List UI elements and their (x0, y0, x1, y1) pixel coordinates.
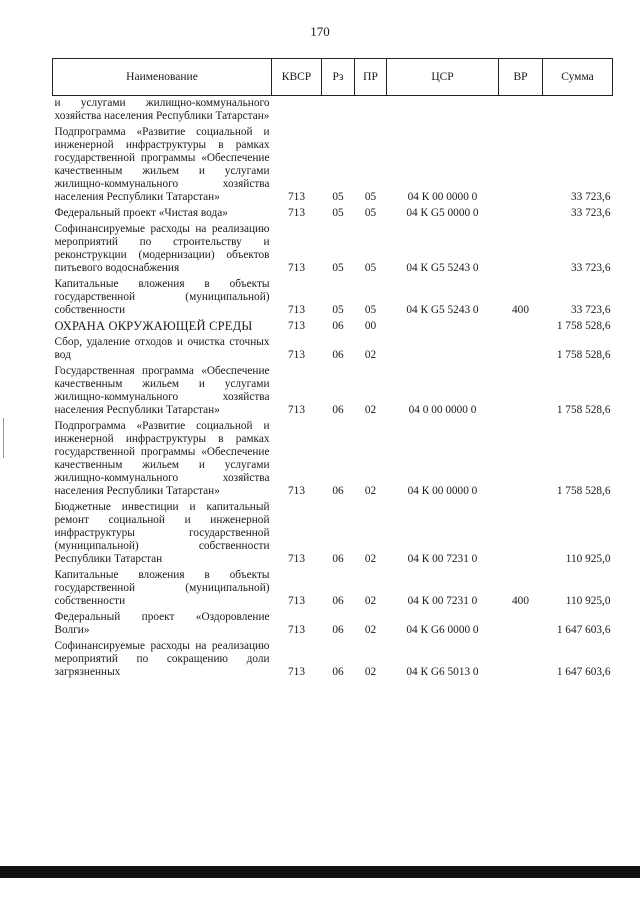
row-csr: 04 К 00 0000 0 (407, 485, 478, 497)
table-row-section (53, 319, 613, 335)
row-pr: 05 (364, 191, 377, 203)
table-row (53, 610, 613, 639)
row-name: Федеральный проект «Оздоровление Волги» (54, 611, 270, 636)
row-vr (499, 222, 543, 277)
row-csr (387, 335, 499, 364)
row-vr: 400 (512, 304, 529, 316)
row-sum: 1 647 603,6 (556, 624, 611, 636)
row-kvsr: 713 (288, 262, 305, 274)
row-kvsr: 713 (288, 349, 305, 361)
row-pr: 02 (364, 349, 377, 361)
budget-table (52, 58, 613, 681)
row-kvsr: 713 (288, 191, 305, 203)
row-csr: 04 К G6 5013 0 (406, 666, 479, 678)
row-pr: 05 (364, 304, 377, 316)
row-kvsr: 713 (288, 595, 305, 607)
row-pr: 02 (364, 485, 377, 497)
row-sum: 33 723,6 (570, 304, 611, 316)
row-name: Подпрограмма «Развитие социальной и инженерной инфраструктуры в рамках государственной программы «Обеспечение качественным жильем и услугами жилищно-коммунального хозяйства населения Республики Татарстан» (54, 420, 270, 497)
row-kvsr: 713 (288, 404, 305, 416)
row-name: Подпрограмма «Развитие социальной и инженерной инфраструктуры в рамках государственной программы «Обеспечение качественным жильем и услугами жилищно-коммунального хозяйства населения Республики Татарстан» (54, 126, 270, 203)
table-row (53, 639, 613, 681)
row-csr: 04 К 00 7231 0 (407, 553, 478, 565)
row-kvsr: 713 (288, 320, 305, 332)
row-vr (499, 500, 543, 568)
row-pr: 00 (364, 320, 377, 332)
row-vr (499, 639, 543, 681)
row-kvsr: 713 (288, 666, 305, 678)
row-pr: 02 (364, 595, 377, 607)
row-sum: 1 647 603,6 (556, 666, 611, 678)
row-csr: 04 К 00 0000 0 (407, 191, 478, 203)
row-csr (387, 96, 499, 126)
row-vr (499, 319, 543, 335)
row-rz: 06 (332, 320, 344, 332)
row-pr: 02 (364, 553, 377, 565)
row-csr (387, 319, 499, 335)
row-name: Софинансируемые расходы на реализацию мероприятий по строительству и реконструкции (модернизации) объектов питьевого водоснабжения (54, 223, 270, 274)
row-pr: 05 (364, 262, 377, 274)
row-csr: 04 К G5 5243 0 (406, 304, 479, 316)
row-pr: 02 (364, 624, 377, 636)
row-name: Капитальные вложения в объекты государственной (муниципальной) собственности (54, 278, 270, 316)
header-sum: Сумма (543, 59, 613, 96)
row-sum: 33 723,6 (570, 191, 611, 203)
table-row (53, 96, 613, 126)
row-kvsr (272, 96, 322, 126)
table-row (53, 222, 613, 277)
header-name: Наименование (53, 59, 272, 96)
header-csr: ЦСР (387, 59, 499, 96)
table-row (53, 206, 613, 222)
row-rz: 06 (332, 485, 344, 497)
row-sum (543, 96, 613, 126)
table-row (53, 364, 613, 419)
row-rz: 06 (332, 404, 344, 416)
table-row (53, 419, 613, 500)
row-sum: 1 758 528,6 (556, 320, 611, 332)
row-rz: 06 (332, 624, 344, 636)
header-rz: Рз (322, 59, 355, 96)
row-sum: 33 723,6 (570, 207, 611, 219)
row-pr: 02 (364, 666, 377, 678)
row-sum: 110 925,0 (565, 553, 611, 565)
row-vr: 400 (512, 595, 529, 607)
row-csr: 04 К G6 0000 0 (406, 624, 479, 636)
row-sum: 1 758 528,6 (556, 349, 611, 361)
row-kvsr: 713 (288, 304, 305, 316)
row-rz: 05 (332, 262, 344, 274)
row-vr (499, 125, 543, 206)
row-sum: 33 723,6 (570, 262, 611, 274)
row-name: Софинансируемые расходы на реализацию мероприятий по сокращению доли загрязненных (54, 640, 270, 678)
row-vr (499, 364, 543, 419)
row-csr: 04 0 00 0000 0 (408, 404, 477, 416)
row-kvsr: 713 (288, 553, 305, 565)
row-sum: 110 925,0 (565, 595, 611, 607)
row-vr (499, 419, 543, 500)
header-vr: ВР (499, 59, 543, 96)
row-name: ОХРАНА ОКРУЖАЮЩЕЙ СРЕДЫ (54, 319, 253, 333)
row-rz: 06 (332, 349, 344, 361)
scan-edge-mark (3, 418, 4, 458)
table-row (53, 277, 613, 319)
scan-bottom-border (0, 866, 640, 878)
row-rz: 05 (332, 304, 344, 316)
row-vr (499, 206, 543, 222)
row-vr (499, 610, 543, 639)
row-name: Сбор, удаление отходов и очистка сточных вод (54, 336, 270, 361)
header-pr: ПР (355, 59, 387, 96)
row-sum: 1 758 528,6 (556, 404, 611, 416)
table-row (53, 500, 613, 568)
row-name: Федеральный проект «Чистая вода» (54, 207, 228, 219)
row-pr: 02 (364, 404, 377, 416)
row-kvsr: 713 (288, 624, 305, 636)
row-csr: 04 К G5 5243 0 (406, 262, 479, 274)
row-kvsr: 713 (288, 207, 305, 219)
row-vr (499, 335, 543, 364)
row-sum: 1 758 528,6 (556, 485, 611, 497)
row-name: Капитальные вложения в объекты государственной (муниципальной) собственности (54, 569, 270, 607)
row-rz: 06 (332, 666, 344, 678)
header-kvsr: КВСР (272, 59, 322, 96)
row-pr: 05 (364, 207, 377, 219)
row-csr: 04 К 00 7231 0 (407, 595, 478, 607)
row-rz (322, 96, 355, 126)
table-row (53, 568, 613, 610)
row-name: Бюджетные инвестиции и капитальный ремонт социальной и инженерной инфраструктуры государственной (муниципальной) собственности Республики Татарстан (54, 501, 270, 565)
row-rz: 06 (332, 595, 344, 607)
row-name: и услугами жилищно-коммунального хозяйства населения Республики Татарстан» (54, 97, 270, 122)
row-rz: 05 (332, 207, 344, 219)
page-number: 170 (310, 24, 330, 39)
row-kvsr: 713 (288, 485, 305, 497)
row-vr (499, 96, 543, 126)
row-rz: 05 (332, 191, 344, 203)
table-row (53, 125, 613, 206)
row-rz: 06 (332, 553, 344, 565)
table-header-row (53, 59, 613, 96)
table-row (53, 335, 613, 364)
row-name: Государственная программа «Обеспечение качественным жильем и услугами жилищно-коммунального хозяйства населения Республики Татарстан» (54, 365, 270, 416)
row-pr (355, 96, 387, 126)
row-csr: 04 К G5 0000 0 (406, 207, 479, 219)
